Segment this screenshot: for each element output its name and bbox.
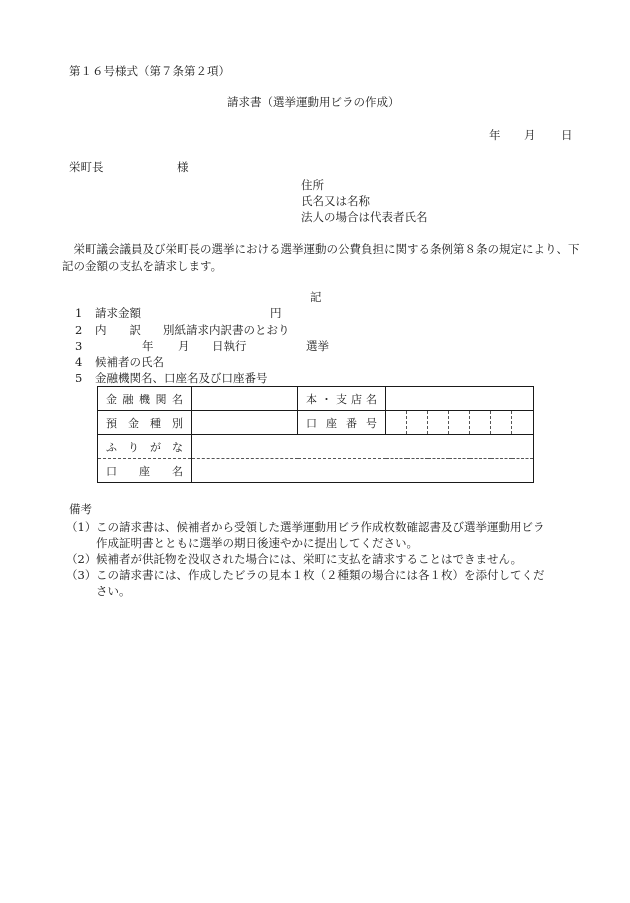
applicant-name-label: 氏名又は名称 (301, 194, 370, 208)
note-3-number: （3） (66, 568, 97, 582)
account-digit-box[interactable] (386, 411, 407, 435)
item-3-election: 選挙 (306, 339, 329, 353)
bank-row-4 (98, 459, 534, 483)
account-digit-box[interactable] (407, 411, 428, 435)
note-3-text: この請求書には、作成したビラの見本１枚（２種類の場合には各１枚）を添付してくだ (96, 568, 545, 582)
item-2-label: 内 訳 (95, 323, 141, 337)
item-1-number: 1 (75, 306, 83, 320)
item-2-value: 別紙請求内訳書のとおり (163, 323, 290, 337)
item-3-year: 年 (142, 339, 154, 353)
note-2-text: 候補者が供託物を没収された場合には、栄町に支払を請求することはできません。 (96, 552, 523, 566)
deposit-type-label: 預金種別 (98, 411, 192, 435)
account-digit-box[interactable] (470, 411, 491, 435)
addressee-name: 栄町長 (69, 160, 104, 174)
furigana-field[interactable] (192, 435, 534, 459)
bank-account-table (97, 386, 534, 483)
bank-row-2 (98, 411, 534, 435)
account-name-label: 口座名 (98, 459, 192, 483)
bank-row-1 (98, 387, 534, 411)
date-year: 年 (489, 128, 501, 142)
ki-heading: 記 (310, 290, 322, 304)
form-number: 第１６号様式（第７条第２項） (69, 64, 230, 78)
note-1-text: この請求書は、候補者から受領した選挙運動用ビラ作成枚数確認書及び選挙運動用ビラ (96, 520, 545, 534)
account-digit-box[interactable] (449, 411, 470, 435)
date-month: 月 (524, 128, 536, 142)
account-digit-box[interactable] (491, 411, 512, 435)
item-2-number: 2 (75, 323, 83, 337)
note-1 (66, 519, 586, 551)
account-number-label: 口座番号 (298, 411, 386, 435)
account-digit-box[interactable] (512, 411, 534, 435)
item-3-number: 3 (75, 339, 83, 353)
item-5-number: 5 (75, 371, 83, 385)
note-3-continuation: さい。 (96, 584, 131, 598)
branch-field[interactable] (386, 387, 534, 411)
item-3-month: 月 (178, 339, 190, 353)
branch-label: 本・支店名 (298, 387, 386, 411)
document-title: 請求書（選挙運動用ビラの作成） (227, 95, 400, 109)
notes-heading: 備考 (69, 502, 92, 516)
item-4-label: 候補者の氏名 (95, 355, 164, 369)
applicant-corp-label: 法人の場合は代表者氏名 (301, 210, 428, 224)
date-day: 日 (561, 128, 573, 142)
addressee-honorific: 様 (177, 160, 189, 174)
bank-name-field[interactable] (192, 387, 298, 411)
applicant-address-label: 住所 (301, 178, 324, 192)
note-3 (66, 567, 586, 599)
item-3-day: 日執行 (212, 339, 247, 353)
bank-row-3 (98, 435, 534, 459)
item-4-number: 4 (75, 355, 83, 369)
account-name-field[interactable] (192, 459, 534, 483)
account-digit-box[interactable] (428, 411, 449, 435)
note-2-number: （2） (66, 552, 97, 566)
furigana-label: ふりがな (98, 435, 192, 459)
note-1-continuation: 作成証明書とともに選挙の期日後速やかに提出してください。 (96, 536, 418, 550)
item-1-label: 請求金額 (95, 306, 141, 320)
request-body-text: 栄町議会議員及び栄町長の選挙における選挙運動の公費負担に関する条例第８条の規定により、下記の金額の支払を請求します。 (62, 242, 580, 273)
bank-name-label: 金融機関名 (98, 387, 192, 411)
deposit-type-field[interactable] (192, 411, 298, 435)
note-2 (66, 551, 586, 567)
note-1-number: （1） (66, 520, 97, 534)
item-1-yen: 円 (270, 306, 282, 320)
item-5-label: 金融機関名、口座名及び口座番号 (95, 371, 268, 385)
